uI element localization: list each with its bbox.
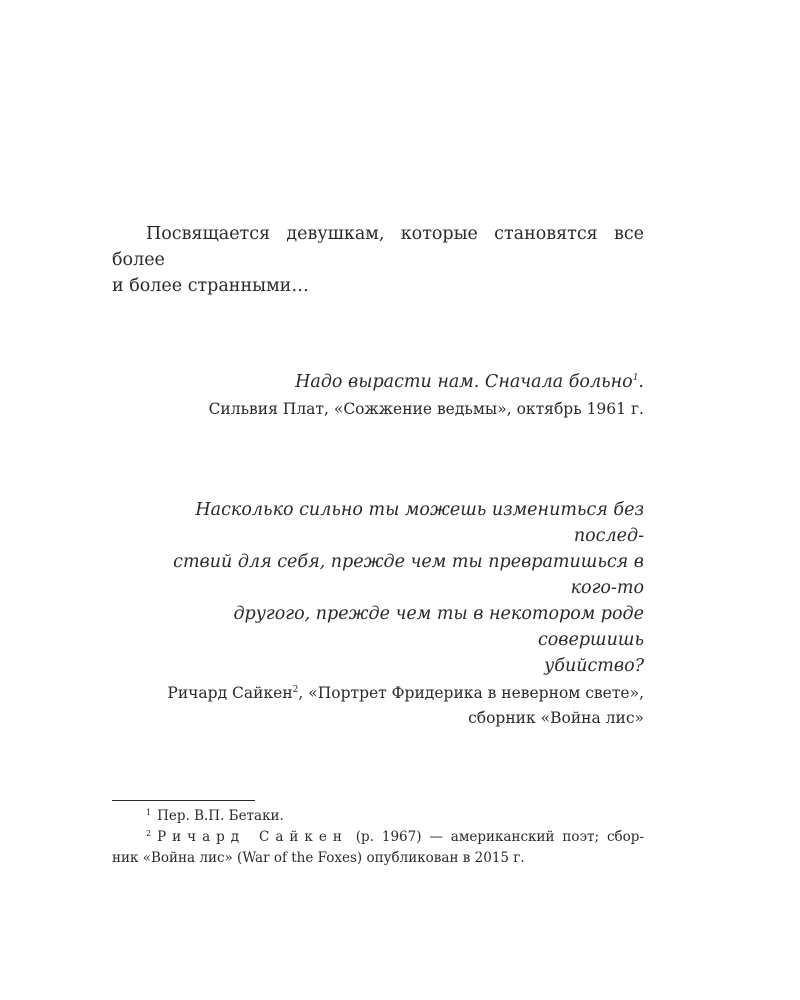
epigraph-siken-collection: сборник «Война лис» bbox=[468, 709, 644, 727]
footnote-1-mark: 1 bbox=[146, 807, 152, 817]
epigraph-plath-quote-end: . bbox=[638, 372, 644, 392]
dedication bbox=[112, 221, 644, 299]
footnote-1-text: Пер. В.П. Бетаки. bbox=[157, 808, 284, 824]
dedication-line-1: Посвящается девушкам, которые становятся все более bbox=[112, 224, 644, 270]
epigraph-siken-line-1: Насколько сильно ты можешь измениться без послед- bbox=[195, 500, 644, 546]
footnotes bbox=[112, 806, 644, 869]
epigraph-plath-quote bbox=[124, 369, 644, 395]
epigraph-plath-attribution: Сильвия Плат, «Сожжение ведьмы», октябрь 1961 г. bbox=[208, 400, 644, 418]
epigraph-plath-quote-text: Надо вырасти нам. Сначала больно bbox=[295, 372, 633, 392]
footnote-2-author: Ричард Сайкен bbox=[157, 829, 348, 845]
footnote-ref-1: 1 bbox=[632, 373, 639, 384]
epigraph-siken-line-4: убийство? bbox=[544, 656, 644, 676]
epigraph-siken-line-2: ствий для себя, прежде чем ты превратишься в кого-то bbox=[173, 552, 644, 598]
footnote-2-mark: 2 bbox=[146, 828, 152, 838]
footnote-2-line-2: ник «Война лис» (War of the Foxes) опубликован в 2015 г. bbox=[112, 850, 525, 866]
footnote-2 bbox=[112, 827, 644, 869]
epigraph-plath bbox=[124, 369, 644, 422]
dedication-line-2: и более странными… bbox=[112, 276, 309, 296]
epigraph-siken-work: , «Портрет Фридерика в неверном свете», bbox=[298, 684, 644, 702]
epigraph-siken-attribution bbox=[124, 681, 644, 706]
footnote-2-text: (р. 1967) — американский поэт; сбор- bbox=[347, 829, 645, 845]
footnote-divider bbox=[112, 800, 255, 801]
footnote-ref-2: 2 bbox=[292, 684, 299, 695]
epigraph-siken-line-3: другого, прежде чем ты в некотором роде совершишь bbox=[233, 604, 644, 650]
epigraph-siken-author: Ричард Сайкен bbox=[167, 684, 293, 702]
epigraph-siken bbox=[124, 497, 644, 731]
footnote-2-line-1 bbox=[112, 827, 644, 848]
footnote-1 bbox=[112, 806, 644, 827]
